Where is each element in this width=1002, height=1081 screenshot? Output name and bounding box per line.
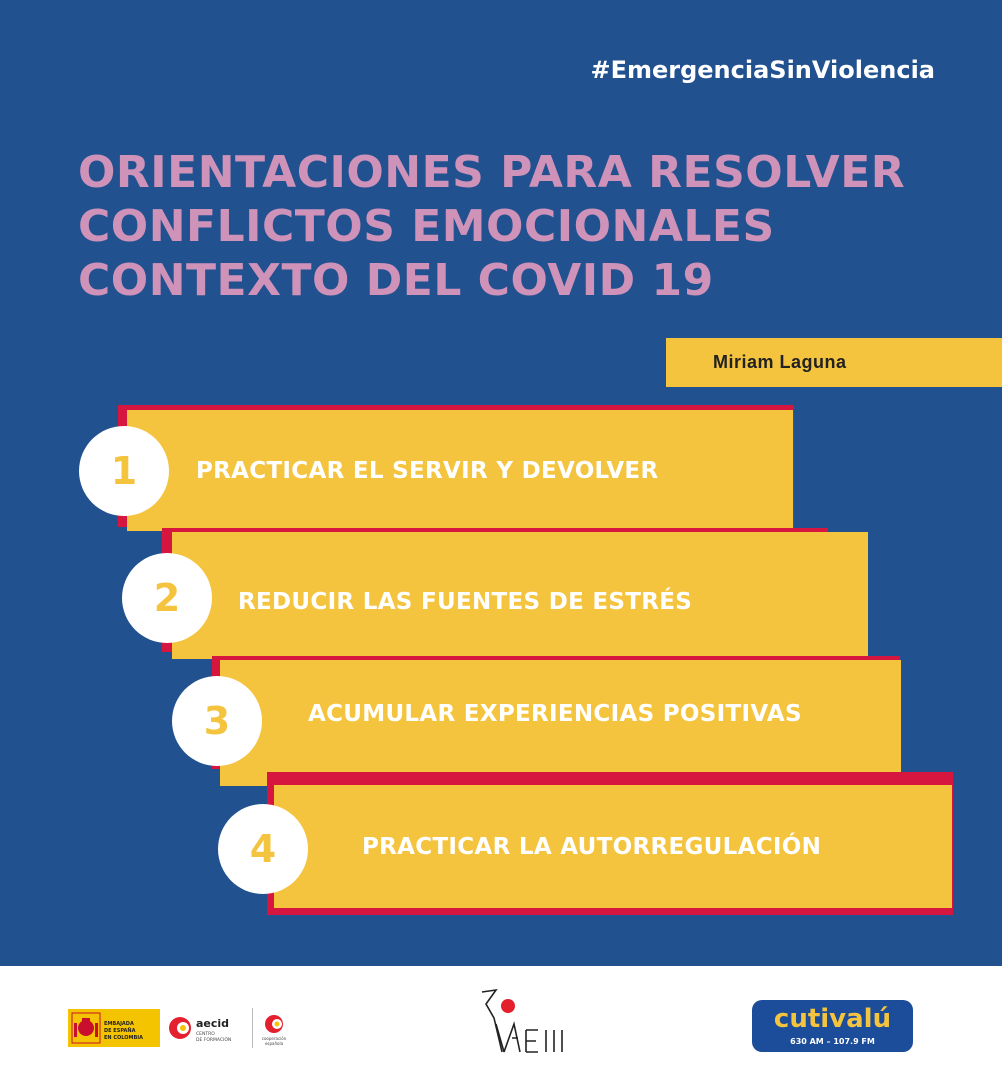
title-line-2: CONFLICTOS EMOCIONALES xyxy=(78,201,775,252)
step-1-number: 1 xyxy=(110,449,138,493)
cutivalu-radio-logo xyxy=(752,1000,913,1052)
author-banner xyxy=(666,338,1002,387)
step-2-label: REDUCIR LAS FUENTES DE ESTRÉS xyxy=(238,589,693,615)
step-4-number: 4 xyxy=(249,827,277,871)
svg-text:DE FORMACIÓN: DE FORMACIÓN xyxy=(196,1038,232,1043)
svg-text:DE ESPAÑA: DE ESPAÑA xyxy=(104,1028,136,1034)
svg-text:aecid: aecid xyxy=(196,1017,230,1030)
svg-text:CENTRO: CENTRO xyxy=(196,1032,215,1037)
step-1-label: PRACTICAR EL SERVIR Y DEVOLVER xyxy=(196,458,659,484)
svg-text:cooperación: cooperación xyxy=(261,1036,287,1041)
title-line-1: ORIENTACIONES PARA RESOLVER xyxy=(78,147,906,198)
aecid-logo xyxy=(166,1008,250,1048)
title-line-3: CONTEXTO DEL COVID 19 xyxy=(78,255,714,306)
page-title xyxy=(78,146,905,308)
radio-name: cutivalú xyxy=(773,1004,892,1034)
embassy-spain-logo xyxy=(68,1009,160,1047)
step-3-number: 3 xyxy=(203,699,231,743)
svg-text:EN COLOMBIA: EN COLOMBIA xyxy=(104,1035,144,1041)
signature-logo xyxy=(474,986,574,1060)
cooperacion-espanola-logo xyxy=(252,1008,296,1048)
author-name: Miriam Laguna xyxy=(713,352,847,372)
step-3-label: ACUMULAR EXPERIENCIAS POSITIVAS xyxy=(308,701,802,727)
step-2-number: 2 xyxy=(153,576,181,620)
radio-frequency: 630 AM – 107.9 FM xyxy=(790,1037,875,1046)
svg-text:española: española xyxy=(264,1041,284,1046)
step-4-label: PRACTICAR LA AUTORREGULACIÓN xyxy=(362,834,822,860)
svg-text:EMBAJADA: EMBAJADA xyxy=(104,1021,134,1027)
hashtag: #EmergenciaSinViolencia xyxy=(590,56,935,84)
